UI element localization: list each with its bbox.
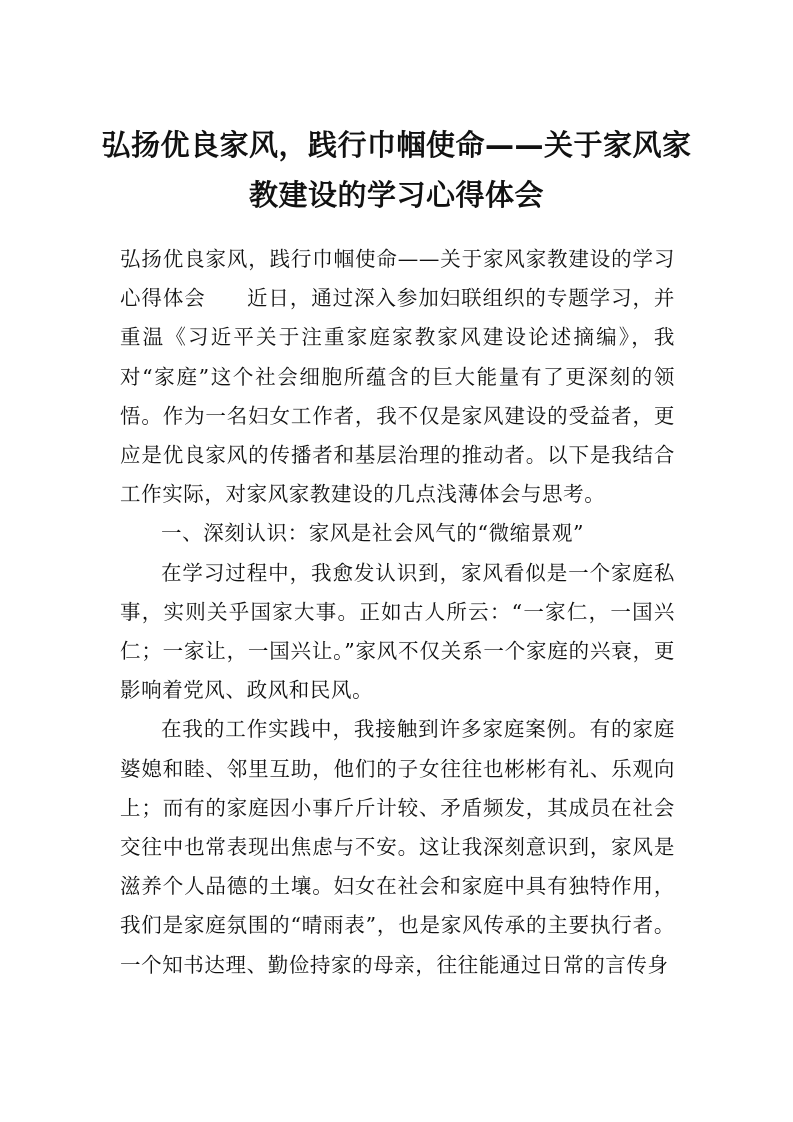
body-paragraph-1: 在学习过程中，我愈发认识到，家风看似是一个家庭私事，实则关乎国家大事。正如古人所云：“一家仁，一国兴仁；一家让，一国兴让。”家风不仅关系一个家庭的兴衰，更影响着党风、政风和民风。	[120, 560, 675, 703]
section-heading: 一、深刻认识：家风是社会风气的“微缩景观”	[161, 521, 585, 546]
document-title: 弘扬优良家风，践行巾帼使命——关于家风家教建设的学习心得体会	[101, 128, 692, 212]
body-paragraph-2: 在我的工作实践中，我接触到许多家庭案例。有的家庭婆媳和睦、邻里互助，他们的子女往往也彬彬有礼、乐观向上；而有的家庭因小事斤斤计较、矛盾频发，其成员在社会交往中也常表现出焦虑与不安。这让我深刻意识到，家风是滋养个人品德的土壤。妇女在社会和家庭中具有独特作用，我们是家庭氛围的“晴雨表”，也是家风传承的主要执行者。一个知书达理、勤俭持家的母亲，往往能通过日常的言传身	[120, 717, 675, 977]
intro-text: 近日，通过深入参加妇联组织的专题学习，并重温《习近平关于注重家庭家教家风建设论述摘编》，我对“家庭”这个社会细胞所蕴含的巨大能量有了更深刻的领悟。作为一名妇女工作者，我不仅是家风建设的受益者，更应是优良家风的传播者和基层治理的推动者。以下是我结合工作实际，对家风家教建设的几点浅薄体会与思考。	[120, 286, 675, 507]
document-body	[120, 240, 675, 985]
intro-paragraph	[120, 240, 675, 514]
intro-heading: 弘扬优良家风，践行巾帼使命——关于家风家教建设的学习心得体会	[120, 247, 675, 311]
